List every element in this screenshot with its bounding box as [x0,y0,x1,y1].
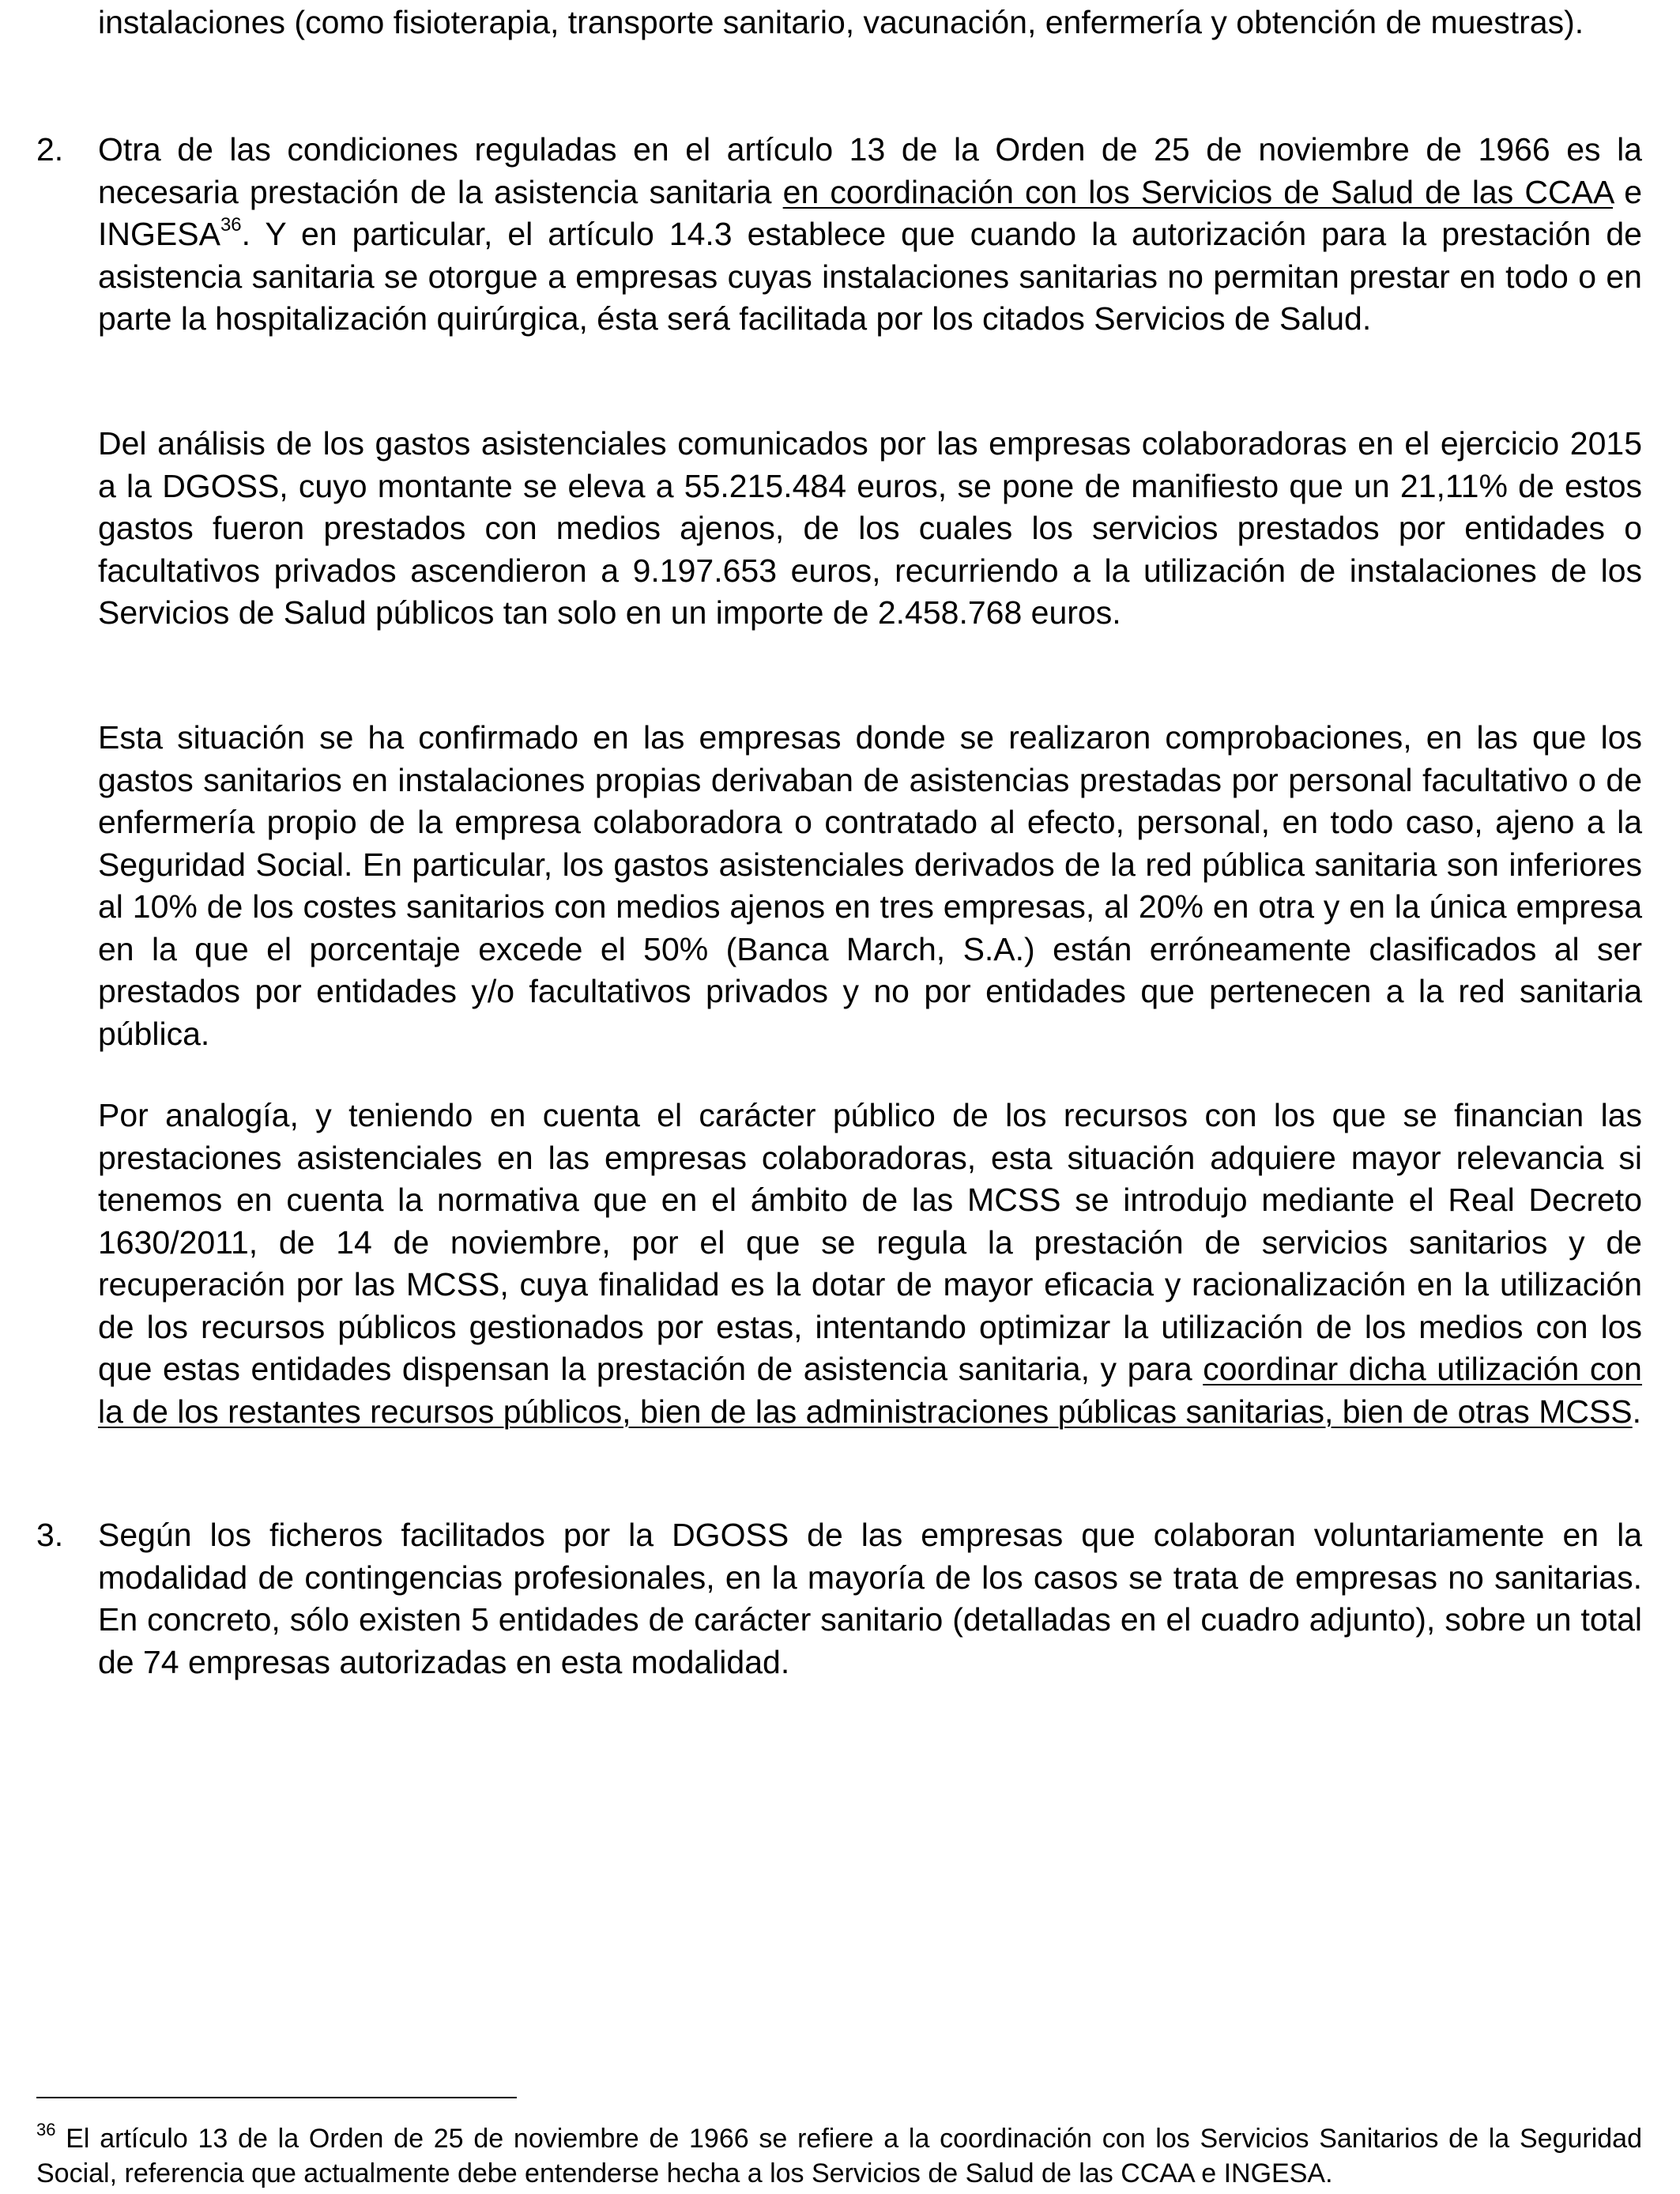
item-3-paragraph: Según los ficheros facilitados por la DGOSS de las empresas que colaboran voluntariamente en la modalidad de contingencias profesionales, en la mayoría de los casos se trata de empresas no sanitarias. En concreto, sólo existen 5 entidades de carácter sanitario (detalladas en el cuadro adjunto), sobre un total de 74 empresas autorizadas en esta modalidad. [98,1517,1642,1680]
item-number-2: 2. [36,131,64,168]
item-2-p4-text: Por analogía, y teniendo en cuenta el carácter público de los recursos con los que se financian las prestaciones asistenciales en las empresas colaboradoras, esta situación adquiere mayor relevancia si tenemos en cuenta la normativa que en el ámbito de las MCSS se introdujo mediante el Real Decreto 1630/2011, de 14 de noviembre, por el que se regula la prestación de servicios sanitarios y de recuperación por las MCSS, cuya finalidad es la dotar de mayor eficacia y racionalización en la utilización de los recursos públicos gestionados por estas, intentando optimizar la utilización de los medios con los que estas entidades dispensan la prestación de asistencia sanitaria, y para [98,1097,1642,1387]
continuation-paragraph [98,2,1642,44]
item-number-3: 3. [36,1517,64,1553]
item-2-paragraph-4 [98,1095,1642,1433]
footnote-reference: 36 [220,214,242,236]
item-2-p1-mid: e INGESA [98,173,1642,252]
item-2-p1-post: . Y en particular, el artículo 14.3 establece que cuando la autorización para la prestación de asistencia sanitaria se otorgue a empresas cuyas instalaciones sanitarias no permitan prestar en todo o en parte la hospitalización quirúrgica, ésta será facilitada por los citados Servicios de Salud. [98,216,1642,337]
footnote-36 [36,2121,1642,2191]
item-2-paragraph-1 [98,129,1642,341]
item-2-paragraph-3: Esta situación se ha confirmado en las empresas donde se realizaron comprobaciones, en las que los gastos sanitarios en instalaciones propias derivaban de asistencias prestadas por personal facultativo o de enfermería propio de la empresa colaboradora o contratado al efecto, personal, en todo caso, ajeno a la Seguridad Social. En particular, los gastos asistenciales derivados de la red pública sanitaria son inferiores al 10% de los costes sanitarios con medios ajenos en tres empresas, al 20% en otra y en la única empresa en la que el porcentaje excede el 50% (Banca March, S.A.) están erróneamente clasificados al ser prestados por entidades y/o facultativos privados y no por entidades que pertenecen a la red sanitaria pública. [98,719,1642,1052]
item-2-p1-text: Otra de las condiciones reguladas en el artículo 13 de la Orden de 25 de noviembre de 1966 es la necesaria prestación de la asistencia sanitaria [98,131,1642,210]
item-2-paragraph-2: Del análisis de los gastos asistenciales comunicados por las empresas colaboradoras en el ejercicio 2015 a la DGOSS, cuyo montante se eleva a 55.215.484 euros, se pone de manifiesto que un 21,11% de estos gastos fueron prestados con medios ajenos, de los cuales los servicios prestados por entidades o facultativos privados ascendieron a 9.197.653 euros, recurriendo a la utilización de instalaciones de los Servicios de Salud públicos tan solo en un importe de 2.458.768 euros. [98,425,1642,631]
item-2-p4-underlined: coordinar dicha utilización con la de los restantes recursos públicos, bien de las administraciones públicas sanitarias, bien de otras MCSS [98,1351,1642,1430]
continuation-text: instalaciones (como fisioterapia, transporte sanitario, vacunación, enfermería y obtención de muestras). [98,4,1584,40]
footnote-text: El artículo 13 de la Orden de 25 de noviembre de 1966 se refiere a la coordinación con los Servicios Sanitarios de la Seguridad Social, referencia que actualmente debe entenderse hecha a los Servicios de Salud de las CCAA e INGESA. [36,2124,1642,2188]
item-2-p4-post: . [1632,1393,1642,1430]
item-2-p1-underlined: en coordinación con los Servicios de Salud de las CCAA [782,173,1614,210]
footnote-separator [36,2097,517,2098]
footnote-number: 36 [36,2120,56,2139]
